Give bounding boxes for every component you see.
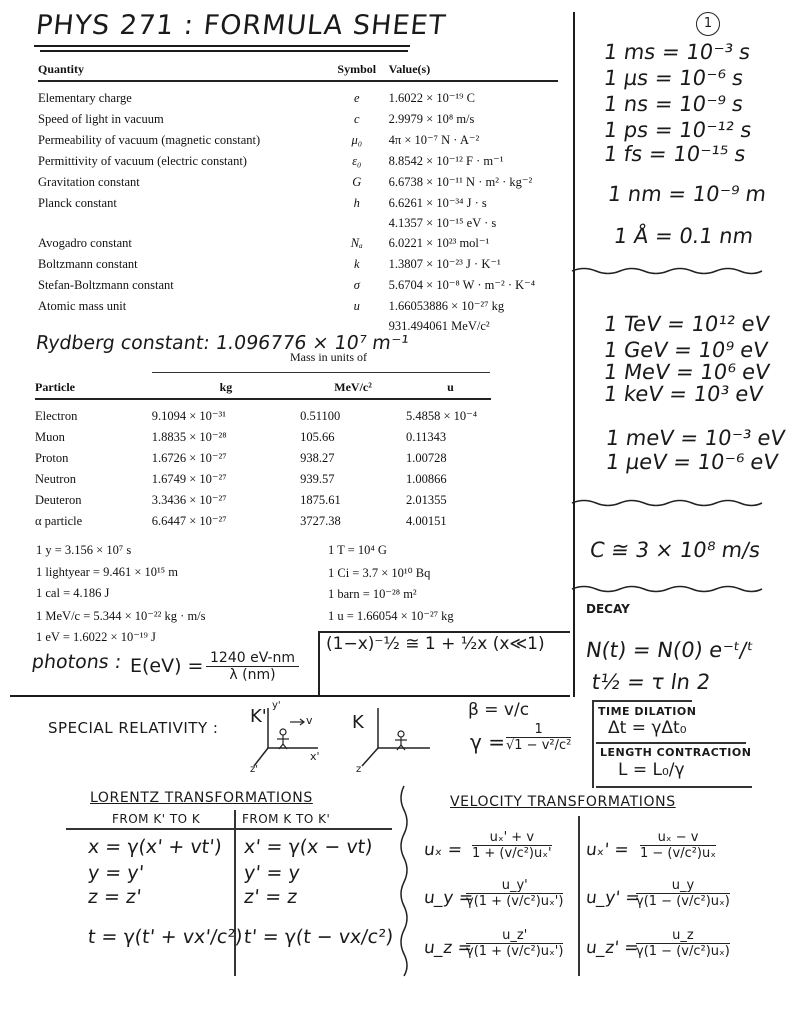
- header-kg: kg: [219, 379, 233, 394]
- constant-value: 1.3807 × 10⁻²³ J · K⁻¹: [388, 257, 501, 271]
- conversions-left: [36, 543, 206, 651]
- velocity-eq-lhs: u_z' =: [584, 938, 640, 958]
- conversion-item: 1 cal = 4.186 J: [36, 586, 110, 600]
- particle-row: [35, 448, 495, 469]
- particle-mass-mev: 939.57: [300, 471, 335, 486]
- column-divider: [573, 12, 575, 697]
- constant-quantity: Elementary charge: [38, 90, 132, 105]
- box-border: [596, 742, 746, 744]
- beta-definition: β = v/c: [468, 700, 530, 720]
- constant-quantity: Gravitation constant: [38, 174, 140, 189]
- conversion-item: 1 y = 3.156 × 10⁷ s: [36, 543, 132, 557]
- header-u: u: [447, 379, 454, 394]
- lorentz-eq-right: x' = γ(x − vt): [242, 836, 374, 858]
- lorentz-eq-right: y' = y: [242, 862, 301, 884]
- velocity-col-divider: [578, 816, 580, 976]
- conversion-item: 1 lightyear = 9.461 × 10¹⁵ m: [36, 564, 178, 579]
- velocity-eq-denominator: 1 + (v/c²)uₓ': [472, 846, 552, 861]
- constant-row: [38, 233, 558, 254]
- particle-header: [35, 376, 495, 398]
- particle-row: [35, 427, 495, 448]
- velocity-eq-denominator: γ(1 + (v/c²)uₓ'): [466, 894, 564, 909]
- velocity-eq-denominator: 1 − (v/c²)uₓ: [640, 846, 717, 861]
- constant-row: [38, 275, 558, 296]
- constants-header: [38, 58, 558, 80]
- velocity-eq-fraction: [466, 878, 563, 909]
- constant-symbol: c: [353, 111, 360, 126]
- constant-row: [38, 88, 558, 109]
- particle-row: [35, 511, 495, 532]
- velocity-eq-lhs: u_y =: [422, 888, 475, 908]
- constant-value: 6.6738 × 10⁻¹¹ N · m² · kg⁻²: [388, 175, 533, 189]
- particle-table: [35, 376, 495, 532]
- particle-row: [35, 490, 495, 511]
- constant-row: [38, 151, 558, 172]
- photon-energy-numerator: 1240 eV-nm: [206, 650, 299, 667]
- special-relativity-label: SPECIAL RELATIVITY :: [48, 719, 219, 737]
- constant-symbol: k: [353, 256, 360, 271]
- constant-quantity: Avogadro constant: [38, 235, 132, 250]
- wavy-vertical-divider: [398, 786, 410, 976]
- velocity-eq-denominator: γ(1 − (v/c²)uₓ): [636, 944, 730, 959]
- box-border: [592, 700, 594, 788]
- particle-mass-mev: 105.66: [300, 429, 335, 444]
- particle-mass-u: 5.4858 × 10⁻⁴: [405, 409, 478, 423]
- lorentz-col1-header: FROM K' TO K: [112, 812, 201, 826]
- particle-mass-u: 1.00866: [405, 471, 447, 486]
- particle-mass-kg: 1.6749 × 10⁻²⁷: [151, 472, 227, 486]
- velocity-eq-denominator: γ(1 + (v/c²)uₓ'): [466, 944, 564, 959]
- axis-z-prime-label: z': [250, 764, 258, 775]
- velocity-label: v: [306, 714, 313, 727]
- constant-value: 2.9979 × 10⁸ m/s: [388, 111, 475, 126]
- half-life: t½ = τ ln 2: [590, 670, 712, 694]
- time-dilation-equation: Δt = γΔt₀: [608, 718, 687, 738]
- velocity-eq-fraction: [466, 928, 563, 959]
- binomial-approximation: (1−x)⁻½ ≅ 1 + ½x (x≪1): [326, 634, 545, 654]
- constant-quantity: Stefan-Boltzmann constant: [38, 277, 174, 292]
- energy-unit: 1 meV = 10⁻³ eV: [604, 426, 787, 450]
- decay-law: N(t) = N(0) e⁻ᵗ/ᵗ: [584, 638, 755, 662]
- particle-mass-mev: 1875.61: [300, 492, 341, 507]
- axis-y-prime-label: y': [272, 700, 281, 711]
- velocity-eq-lhs: u_z =: [422, 938, 473, 958]
- velocity-eq-numerator: u_z: [636, 928, 730, 944]
- constant-value: 4.1357 × 10⁻¹⁵ eV · s: [388, 216, 497, 230]
- time-unit: 1 μs = 10⁻⁶ s: [602, 66, 745, 90]
- velocity-eq-lhs: uₓ =: [422, 840, 464, 860]
- section-divider: [10, 695, 570, 697]
- velocity-eq-fraction: [640, 830, 716, 861]
- velocity-title: VELOCITY TRANSFORMATIONS: [450, 794, 676, 810]
- constant-quantity: Speed of light in vacuum: [38, 111, 164, 126]
- particle-mass-kg: 1.8835 × 10⁻²⁸: [151, 430, 227, 444]
- constant-row: [38, 193, 558, 214]
- constant-symbol: μ₀: [351, 132, 363, 147]
- constant-row: [38, 109, 558, 130]
- header-mev: MeV/c²: [334, 379, 372, 394]
- lorentz-eq-left: x = γ(x' + vt'): [86, 836, 223, 858]
- constant-symbol: h: [353, 195, 360, 210]
- conversion-item: 1 u = 1.66054 × 10⁻²⁷ kg: [328, 608, 454, 623]
- time-unit: 1 ms = 10⁻³ s: [602, 40, 752, 64]
- time-unit: 1 fs = 10⁻¹⁵ s: [602, 142, 748, 166]
- particle-row: [35, 406, 495, 427]
- energy-unit: 1 TeV = 10¹² eV: [602, 312, 771, 336]
- energy-unit: 1 MeV = 10⁶ eV: [602, 360, 772, 384]
- particle-name: Muon: [35, 429, 65, 444]
- lorentz-eq-right: z' = z: [242, 886, 299, 908]
- conversion-item: 1 barn = 10⁻²⁸ m²: [328, 587, 417, 601]
- constant-quantity: Permittivity of vacuum (electric constant): [38, 153, 247, 168]
- wavy-divider: [572, 584, 762, 594]
- particle-mass-mev: 938.27: [300, 450, 335, 465]
- page-title: PHYS 271 : FORMULA SHEET: [34, 10, 448, 41]
- velocity-eq-lhs: u_y' =: [584, 888, 641, 908]
- particle-mass-kg: 3.3436 × 10⁻²⁷: [151, 493, 227, 507]
- velocity-eq-fraction: [636, 878, 730, 909]
- constant-row: [38, 130, 558, 151]
- length-contraction-label: LENGTH CONTRACTION: [600, 746, 752, 759]
- particle-mass-kg: 9.1094 × 10⁻³¹: [151, 409, 227, 423]
- length-unit: 1 nm = 10⁻⁹ m: [606, 182, 768, 206]
- lorentz-eq-left: y = y': [86, 862, 145, 884]
- rydberg-constant: Rydberg constant: 1.096776 × 10⁷ m⁻¹: [34, 332, 411, 354]
- particle-mass-u: 0.11343: [405, 429, 447, 444]
- box-border: [596, 786, 752, 788]
- particle-row: [35, 469, 495, 490]
- photon-energy-denominator: λ (nm): [229, 667, 276, 683]
- particle-name: Neutron: [35, 471, 76, 486]
- lorentz-title: LORENTZ TRANSFORMATIONS: [90, 790, 313, 806]
- constant-row: [38, 214, 558, 233]
- particle-name: Deuteron: [35, 492, 82, 507]
- title-underline-2: [40, 50, 408, 52]
- gamma-fraction: [506, 722, 571, 753]
- energy-unit: 1 GeV = 10⁹ eV: [602, 338, 770, 362]
- length-unit: 1 Å = 0.1 nm: [612, 224, 755, 248]
- mass-caption-rule: [152, 372, 490, 373]
- constant-quantity: Atomic mass unit: [38, 298, 127, 313]
- conversion-item: 1 eV = 1.6022 × 10⁻¹⁹ J: [36, 630, 156, 644]
- velocity-eq-numerator: uₓ − v: [640, 830, 716, 846]
- wavy-divider: [572, 498, 762, 508]
- constant-symbol: e: [353, 90, 360, 105]
- constant-symbol: G: [352, 174, 362, 189]
- title-underline: [34, 45, 410, 47]
- particle-mass-kg: 6.6447 × 10⁻²⁷: [151, 514, 227, 528]
- constant-quantity: Boltzmann constant: [38, 256, 138, 271]
- constant-symbol: σ: [353, 277, 360, 292]
- lorentz-col-divider: [234, 810, 236, 976]
- constant-quantity: Planck constant: [38, 195, 117, 210]
- gamma-numerator: 1: [506, 722, 571, 738]
- lorentz-col2-header: FROM K TO K': [242, 812, 331, 826]
- time-unit: 1 ns = 10⁻⁹ s: [602, 92, 745, 116]
- velocity-eq-numerator: u_y': [466, 878, 563, 894]
- constant-symbol: Nₐ: [350, 235, 363, 250]
- constant-symbol: u: [353, 298, 360, 313]
- lorentz-eq-left: z = z': [86, 886, 143, 908]
- constant-symbol: ε₀: [352, 153, 362, 168]
- constants-table: [38, 58, 558, 336]
- constant-value: 1.66053886 × 10⁻²⁷ kg: [388, 299, 505, 313]
- photons-label: photons :: [30, 651, 123, 673]
- mass-caption: Mass in units of: [290, 350, 368, 364]
- lorentz-header-rule: [66, 828, 392, 830]
- constant-row: [38, 296, 558, 317]
- particle-mass-mev: 0.51100: [300, 408, 341, 423]
- velocity-eq-fraction: [472, 830, 552, 861]
- velocity-eq-lhs: uₓ' =: [584, 840, 630, 860]
- energy-unit: 1 μeV = 10⁻⁶ eV: [604, 450, 780, 474]
- velocity-eq-fraction: [636, 928, 730, 959]
- lorentz-eq-right: t' = γ(t − vx/c²): [242, 926, 395, 948]
- constant-value: 6.6261 × 10⁻³⁴ J · s: [388, 196, 487, 210]
- header-quantity: Quantity: [38, 61, 85, 76]
- particle-name: α particle: [35, 513, 83, 528]
- particle-name: Electron: [35, 408, 78, 423]
- velocity-eq-numerator: uₓ' + v: [472, 830, 552, 846]
- particle-mass-kg: 1.6726 × 10⁻²⁷: [151, 451, 227, 465]
- particle-name: Proton: [35, 450, 69, 465]
- constant-quantity: Permeability of vacuum (magnetic constant): [38, 132, 261, 147]
- frame-k-label: K: [352, 712, 364, 733]
- photon-energy-fraction: [206, 650, 299, 683]
- particle-mass-mev: 3727.38: [300, 513, 341, 528]
- constant-value: 4π × 10⁻⁷ N · A⁻²: [388, 133, 480, 147]
- conversion-item: 1 MeV/c = 5.344 × 10⁻²² kg · m/s: [36, 608, 206, 623]
- time-unit: 1 ps = 10⁻¹² s: [602, 118, 754, 142]
- gamma-denominator: √1 − v²/c²: [506, 738, 572, 753]
- time-dilation-label: TIME DILATION: [598, 705, 697, 718]
- lorentz-eq-left: t = γ(t' + vx'/c²): [86, 926, 244, 948]
- header-value: Value(s): [388, 61, 431, 76]
- constant-value: 5.6704 × 10⁻⁸ W · m⁻² · K⁻⁴: [388, 278, 536, 292]
- conversion-item: 1 Ci = 3.7 × 10¹⁰ Bq: [328, 565, 431, 580]
- velocity-eq-denominator: γ(1 − (v/c²)uₓ): [636, 894, 730, 909]
- gamma-lhs: γ =: [470, 730, 505, 754]
- photon-energy-lhs: E(eV) =: [130, 655, 204, 677]
- constant-value: 931.494061 MeV/c²: [388, 318, 490, 333]
- decay-label: DECAY: [586, 602, 630, 616]
- length-contraction-equation: L = L₀/γ: [618, 760, 685, 780]
- box-border: [592, 700, 692, 702]
- axis-z-label: z: [356, 764, 362, 775]
- constant-row: [38, 254, 558, 275]
- page-number-badge: 1: [696, 12, 720, 36]
- energy-unit: 1 keV = 10³ eV: [602, 382, 765, 406]
- velocity-eq-numerator: u_z': [466, 928, 563, 944]
- particle-mass-u: 2.01355: [405, 492, 447, 507]
- particle-mass-u: 1.00728: [405, 450, 447, 465]
- constant-row: [38, 172, 558, 193]
- conversion-item: 1 T = 10⁴ G: [328, 543, 387, 557]
- frame-k-prime-label: K': [250, 706, 267, 727]
- axis-x-prime-label: x': [310, 750, 320, 763]
- header-symbol: Symbol: [337, 61, 377, 76]
- wavy-divider: [572, 266, 762, 276]
- speed-of-light-approx: C ≅ 3 × 10⁸ m/s: [588, 538, 762, 562]
- constant-value: 1.6022 × 10⁻¹⁹ C: [388, 91, 475, 105]
- particle-mass-u: 4.00151: [405, 513, 447, 528]
- header-particle: Particle: [35, 379, 75, 394]
- velocity-eq-numerator: u_y: [636, 878, 730, 894]
- constant-value: 8.8542 × 10⁻¹² F · m⁻¹: [388, 154, 504, 168]
- constant-value: 6.0221 × 10²³ mol⁻¹: [388, 236, 490, 250]
- conversions-right: [328, 543, 454, 629]
